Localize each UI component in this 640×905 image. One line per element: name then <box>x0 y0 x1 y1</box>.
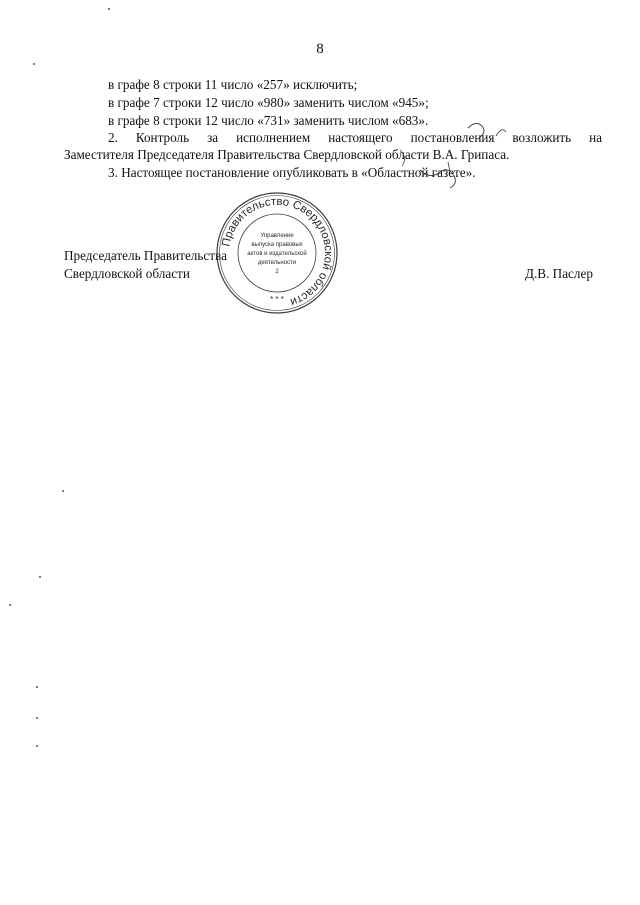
seal-inner-line-4: деятельности <box>257 260 297 266</box>
scan-speck <box>9 604 11 606</box>
scan-speck <box>108 8 110 10</box>
scan-speck <box>62 490 64 492</box>
page-number: 8 <box>316 41 324 57</box>
seal-inner-line-3: актов и издательской <box>247 251 307 257</box>
signature-position-line-1: Председатель Правительства <box>64 248 227 263</box>
seal-inner-line-2: выпуска правовых <box>251 242 303 248</box>
seal-inner-line-1: Управление <box>260 233 294 239</box>
scan-speck <box>33 63 35 65</box>
scan-speck <box>39 576 41 578</box>
scan-speck <box>36 717 38 719</box>
text-line-4: 2. Контроль за исполнением настоящего постановления возложить на <box>108 130 602 145</box>
scan-speck <box>36 686 38 688</box>
official-seal <box>215 191 339 315</box>
signature-name: Д.В. Паслер <box>525 266 593 281</box>
text-line-1: в графе 8 строки 11 число «257» исключить; <box>108 77 358 92</box>
signature-position-line-2: Свердловской области <box>64 266 190 281</box>
text-line-2: в графе 7 строки 12 число «980» заменить числом «945»; <box>108 95 429 110</box>
seal-inner-number: 2 <box>275 269 279 275</box>
seal-stars: * * * <box>270 295 284 304</box>
seal-outer-text: Правительство Свердловской области <box>220 195 335 308</box>
scan-speck <box>36 745 38 747</box>
text-line-3: в графе 8 строки 12 число «731» заменить числом «683». <box>108 113 429 128</box>
text-line-5: Заместителя Председателя Правительства Свердловской области В.А. Грипаса. <box>64 147 510 162</box>
text-line-6: 3. Настоящее постановление опубликовать в «Областной газете». <box>108 165 476 180</box>
